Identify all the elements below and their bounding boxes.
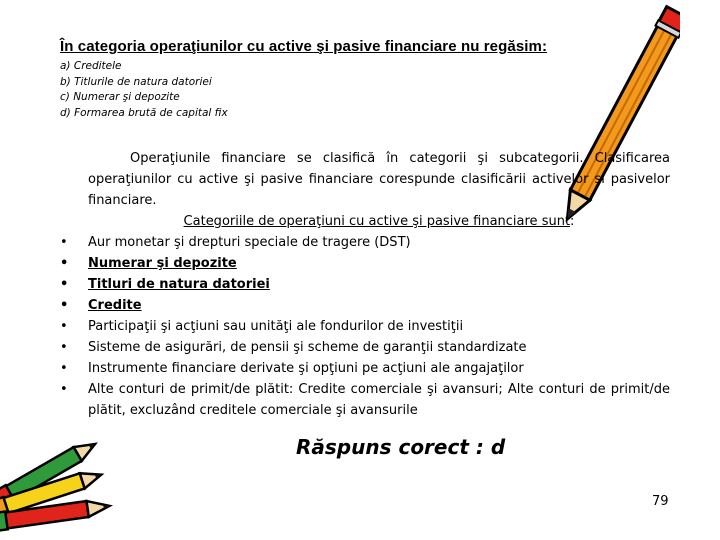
- option-b: b) Titlurile de natura datoriei: [60, 75, 212, 88]
- categories-heading-colon: :: [570, 214, 575, 229]
- intro-paragraph: Operaţiunile financiare se clasifică în categorii şi subcategorii. Clasificarea operaţiunilor cu active şi pasive financiare corespunde clasificării activelor şi pasivelor financiare.: [88, 151, 670, 208]
- list-item: • Sisteme de asigurări, de pensii şi scheme de garanţii standardizate: [88, 337, 670, 358]
- list-item: • Instrumente financiare derivate şi opţiuni pe acţiuni ale angajaţilor: [88, 358, 670, 379]
- list-item: • Alte conturi de primit/de plătit: Credite comerciale şi avansuri; Alte conturi de primit/de plătit, excluzând creditele comerciale şi avansurile: [88, 379, 670, 421]
- correct-answer: Răspuns corect : d: [296, 435, 506, 459]
- pencils-icon: [0, 430, 120, 540]
- option-c: c) Numerar şi depozite: [60, 91, 180, 103]
- question-title: În categoria operaţiunilor cu active şi pasive financiare nu regăsim:: [60, 38, 548, 55]
- list-item: • Participaţii şi acţiuni sau unităţi ale fondurilor de investiţii: [88, 316, 670, 337]
- list-item: • Aur monetar şi drepturi speciale de tragere (DST): [88, 232, 670, 253]
- list-item: • Numerar şi depozite: [88, 253, 670, 274]
- answer-options: [60, 59, 228, 121]
- list-item: • Credite: [88, 295, 670, 316]
- option-a: a) Creditele: [60, 60, 122, 72]
- categories-list: [88, 232, 670, 421]
- list-item: • Titluri de natura datoriei: [88, 274, 670, 295]
- option-d: d) Formarea brută de capital fix: [60, 106, 228, 119]
- categories-heading-text: Categoriile de operaţiuni cu active şi pasive financiare sunt: [183, 214, 571, 229]
- page-number: 79: [652, 494, 669, 509]
- categories-heading: [88, 211, 670, 232]
- explanation-text: [88, 148, 670, 421]
